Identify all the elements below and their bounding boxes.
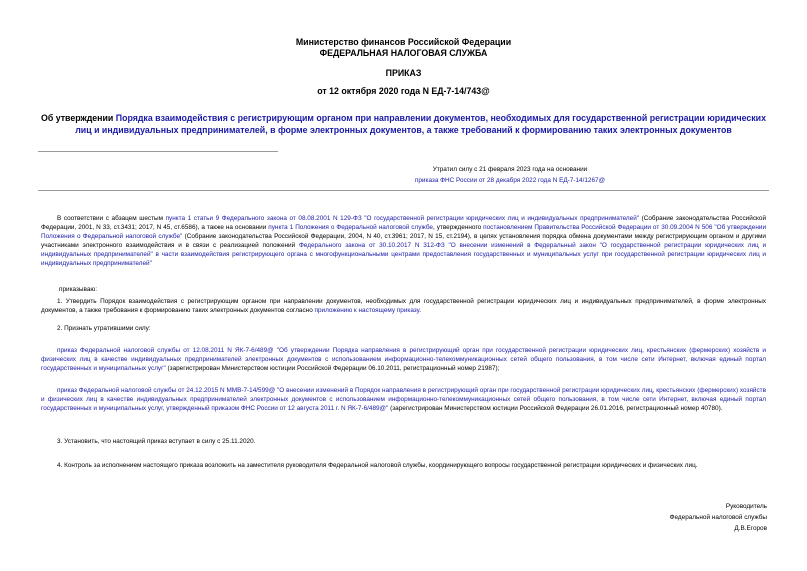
preamble-link-resolution-506[interactable]: постановлением Правительства Российской Федерации от 30.09.2004 N 506 "Об утверждении Положения о Федеральной налоговой службе"	[41, 224, 767, 240]
order-word: приказываю:	[59, 286, 97, 293]
item-2-paragraph: 2. Признать утратившими силу:	[57, 325, 151, 332]
status-note-link[interactable]: приказа ФНС России от 28 декабря 2022 года N ЕД-7-14/1267@	[414, 177, 606, 184]
divider-top	[38, 151, 278, 152]
repeal-2-link-order-mmv-7-14-599[interactable]: приказ Федеральной налоговой службы от 24.12.2015 N ММВ-7-14/599@ "О внесении изменений в Порядок направления в регистрирующий орган при государственной регистрации юридических лиц, крестьянских (фермерских) хозяйств и физических лиц в качестве индивидуальных предпринимателей электронных документов с использованием информационно-телекоммуникационных сетей общего пользования, в том числе сети Интернет, включая единый портал государственных и муниципальных услуг, утвержденный приказом ФНС России от 12 августа 2011 г. N ЯК-7-6/489@"	[41, 387, 766, 412]
divider-bottom	[38, 190, 769, 191]
signature-organization: Федеральной налоговой службы	[669, 514, 767, 521]
repeal-1-paragraph: приказ Федеральной налоговой службы от 12.08.2011 N ЯК-7-6/489@ "Об утверждении Порядка направления в регистрирующий орган при государственной регистрации юридических лиц, крестьянских (фермерских) хозяйств и физических лиц в качестве индивидуальных предпринимателей электронных документов с использованием информационно-телекоммуникационных сетей общего пользования, в том числе сети Интернет, включая единый портал государственных и муниципальных услуг" (зарегистрирован Министерством юстиции Российской Федерации 06.10.2011, регистрационный номер 21987);	[41, 347, 766, 372]
preamble-link-law-129fz[interactable]: пункта 1 статьи 9 Федерального закона от 08.08.2001 N 129-ФЗ "О государственной регистрации юридических лиц и индивидуальных предпринимателей"	[165, 215, 640, 222]
preamble-paragraph: В соответствии с абзацем шестым пункта 1 статьи 9 Федерального закона от 08.08.2001 N 129-ФЗ "О государственной регистрации юридических лиц и индивидуальных предпринимателей" (Собрание законодательства Российской Федерации, 2001, N 33, ст.3431; 2017, N 45, ст.6586), а также на основании пункта 1 Положения о Федеральной налоговой службе, утвержденного постановлением Правительства Российской Федерации от 30.09.2004 N 506 "Об утверждении Положения о Федеральной налоговой службе" (Собрание законодательства Российской Федерации, 2004, N 40, ст.3961; 2017, N 15, ст.2194), в целях установления порядка обмена документами между регистрирующим органом и другими участниками электронного взаимодействия и в связи с реализацией положений Федерального закона от 30.10.2017 N 312-ФЗ "О внесении изменений в Федеральный закон "О государственной регистрации юридических лиц и индивидуальных предпринимателей" в части взаимодействия регистрирующего органа с многофункциональными центрами предоставления государственных и муниципальных услуг при государственной регистрации юридических лиц и индивидуальных предпринимателей"	[41, 215, 767, 267]
status-note-text: Утратил силу с 21 февраля 2023 года на основании	[432, 166, 588, 173]
item-1-paragraph: 1. Утвердить Порядок взаимодействия с регистрирующим органом при направлении документов, необходимых для государственной регистрации юридических лиц и индивидуальных предпринимателей, в форме электронных документов, а также требования к формированию таких электронных документов согласно приложению к настоящему приказу.	[41, 298, 766, 314]
item-4-paragraph: 4. Контроль за исполнением настоящего приказа возложить на заместителя руководителя Федеральной налоговой службы, координирующего вопросы государственной регистрации юридических и физических лиц.	[57, 462, 698, 469]
title-link-procedure[interactable]: Порядка взаимодействия с регистрирующим органом при направлении документов, необходимых для государственной регистрации юридических лиц и индивидуальных предпринимателей, в форме электронных документов, а также требований к формированию таких электронных документов	[75, 113, 766, 135]
ministry-name: Министерство финансов Российской Федерации	[295, 37, 512, 47]
item-1-link-appendix[interactable]: приложению к настоящему приказу	[314, 307, 420, 314]
signature-position: Руководитель	[725, 503, 767, 510]
service-name: ФЕДЕРАЛЬНАЯ НАЛОГОВАЯ СЛУЖБА	[319, 48, 488, 58]
document-title: Об утверждении Порядка взаимодействия с регистрирующим органом при направлении документов, необходимых для государственной регистрации юридических лиц и индивидуальных предпринимателей, в форме электронных документов, а также требований к формированию таких электронных документов	[41, 113, 766, 135]
item-3-paragraph: 3. Установить, что настоящий приказ вступает в силу с 25.11.2020.	[57, 438, 256, 445]
repeal-1-link-order-yak-7-6-489[interactable]: приказ Федеральной налоговой службы от 12.08.2011 N ЯК-7-6/489@ "Об утверждении Порядка направления в регистрирующий орган при государственной регистрации юридических лиц, крестьянских (фермерских) хозяйств и физических лиц в качестве индивидуальных предпринимателей электронных документов с использованием информационно-телекоммуникационных сетей общего пользования, в том числе сети Интернет, включая единый портал государственных и муниципальных услуг"	[41, 347, 766, 372]
signature-name: Д.В.Егоров	[734, 525, 767, 532]
preamble-link-regulation[interactable]: пункта 1 Положения о Федеральной налоговой службе	[268, 224, 433, 231]
preamble-link-law-312fz[interactable]: Федерального закона от 30.10.2017 N 312-ФЗ "О внесении изменений в Федеральный закон "О государственной регистрации юридических лиц и индивидуальных предпринимателей" в части взаимодействия регистрирующего органа с многофункциональными центрами предоставления государственных и муниципальных услуг при государственной регистрации юридических лиц и индивидуальных предпринимателей"	[41, 242, 767, 267]
document-date-number: от 12 октября 2020 года N ЕД-7-14/743@	[317, 86, 490, 96]
document-type: ПРИКАЗ	[385, 68, 422, 78]
repeal-2-paragraph: приказ Федеральной налоговой службы от 24.12.2015 N ММВ-7-14/599@ "О внесении изменений в Порядок направления в регистрирующий орган при государственной регистрации юридических лиц, крестьянских (фермерских) хозяйств и физических лиц в качестве индивидуальных предпринимателей электронных документов с использованием информационно-телекоммуникационных сетей общего пользования, в том числе сети Интернет, включая единый портал государственных и муниципальных услуг, утвержденный приказом ФНС России от 12 августа 2011 г. N ЯК-7-6/489@" (зарегистрирован Министерством юстиции Российской Федерации 26.01.2016, регистрационный номер 40780).	[41, 387, 766, 412]
status-note	[260, 175, 760, 186]
